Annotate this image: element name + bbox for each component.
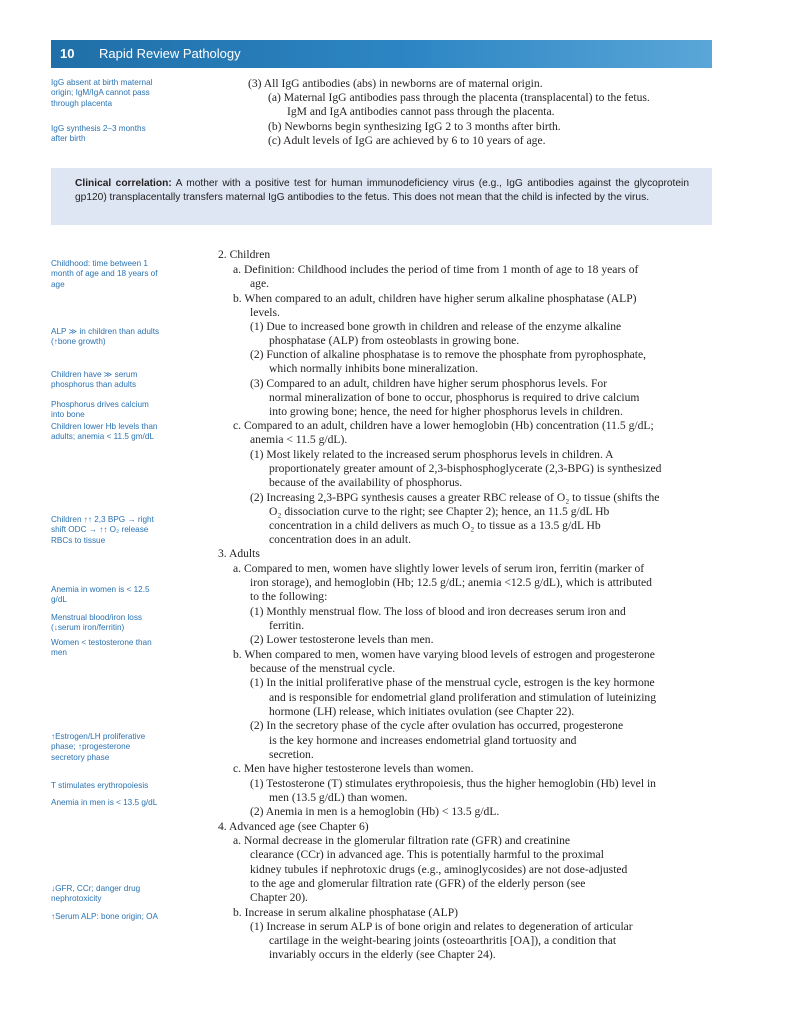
margin-note-text: IgG synthesis 2–3 months after birth	[51, 124, 146, 144]
text-line: invariably occurs in the elderly (see Chapter 24).	[269, 948, 496, 961]
text-line: cartilage in the weight-bearing joints (osteoarthritis [OA]), a condition that	[269, 934, 617, 947]
book-title: Rapid Review Pathology	[99, 46, 241, 61]
text-line: a. Compared to men, women have slightly lower levels of serum iron, ferritin (marker of	[233, 562, 645, 575]
clinical-correlation-body: A mother with a positive test for human immunodeficiency virus (e.g., IgG antibodies against the glycoprotein gp120) transplacentally transfers maternal IgG antibodies to the fetus. This does not mean that the child is infected by the virus.	[75, 178, 689, 203]
text-line: (b) Newborns begin synthesizing IgG 2 to 3 months after birth.	[268, 120, 561, 133]
margin-note-text: ↑Serum ALP: bone origin; OA	[51, 912, 158, 921]
text-line: phosphatase (ALP) from osteoblasts in growing bone.	[269, 334, 520, 347]
text-line: b. When compared to an adult, children have higher serum alkaline phosphatase (ALP)	[233, 292, 637, 305]
text-line: normal mineralization of bone to occur, phosphorus is required to drive calcium	[269, 391, 640, 404]
text-line: concentration does in an adult.	[269, 533, 411, 546]
text-line: c. Men have higher testosterone levels than women.	[233, 762, 474, 775]
text-line: concentration in a child delivers as much O₂ to tissue as a 13.5 g/dL Hb	[269, 519, 601, 532]
margin-note	[51, 259, 163, 290]
margin-note	[51, 613, 163, 634]
margin-note-text: ALP ≫ in children than adults (↑bone growth)	[51, 327, 160, 347]
clinical-correlation-box	[51, 168, 712, 225]
margin-note	[51, 370, 163, 391]
text-line: age.	[250, 277, 269, 290]
text-line: a. Definition: Childhood includes the period of time from 1 month of age to 18 years of	[233, 263, 639, 276]
text-line: anemia < 11.5 g/dL).	[250, 433, 348, 446]
margin-note	[51, 798, 163, 808]
margin-note-text: T stimulates erythropoiesis	[51, 781, 149, 790]
clinical-correlation-label: Clinical correlation:	[75, 178, 172, 189]
text-line: (1) Most likely related to the increased serum phosphorus levels in children. A	[250, 448, 614, 461]
text-line: a. Normal decrease in the glomerular filtration rate (GFR) and creatinine	[233, 834, 571, 847]
text-line: is the key hormone and increases endometrial gland tortuosity and	[269, 734, 577, 747]
margin-note-text: Menstrual blood/iron loss (↓serum iron/ferritin)	[51, 613, 143, 633]
text-line: because of the availability of phosphorus.	[269, 476, 463, 489]
margin-note-text: Phosphorus drives calcium into bone	[51, 400, 149, 420]
text-line: which normally inhibits bone mineralization.	[269, 362, 478, 375]
text-line: c. Compared to an adult, children have a lower hemoglobin (Hb) concentration (11.5 g/dL;	[233, 419, 654, 432]
margin-note	[51, 515, 163, 546]
text-line: (3) All IgG antibodies (abs) in newborns are of maternal origin.	[248, 77, 543, 90]
page-header	[51, 40, 712, 68]
text-line: (1) Testosterone (T) stimulates erythropoiesis, thus the higher hemoglobin (Hb) level in	[250, 777, 656, 790]
margin-note-text: Anemia in women is < 12.5 g/dL	[51, 585, 150, 605]
margin-note	[51, 124, 163, 145]
text-line: iron storage), and hemoglobin (Hb; 12.5 g/dL; anemia <12.5 g/dL), which is attributed	[250, 576, 652, 589]
margin-note	[51, 78, 163, 109]
margin-note-text: Childhood: time between 1 month of age and 18 years of age	[51, 259, 158, 289]
margin-note-text: Children lower Hb levels than adults; anemia < 11.5 gm/dL	[51, 422, 158, 442]
text-line: (2) Lower testosterone levels than men.	[250, 633, 434, 646]
margin-note-text: Children ↑↑ 2,3 BPG → right shift ODC → ↑↑ O₂ release RBCs to tissue	[51, 515, 154, 545]
margin-note-text: ↓GFR, CCr; danger drug nephrotoxicity	[51, 884, 141, 904]
text-line: 4. Advanced age (see Chapter 6)	[218, 820, 369, 833]
text-line: to the following:	[250, 590, 328, 603]
margin-note-text: IgG absent at birth maternal origin; IgM/IgA cannot pass through placenta	[51, 78, 153, 108]
text-line: 2. Children	[218, 248, 271, 261]
text-line: ferritin.	[269, 619, 305, 632]
text-line: (1) In the initial proliferative phase of the menstrual cycle, estrogen is the key hormone	[250, 676, 655, 689]
margin-note	[51, 400, 163, 421]
text-line: kidney tubules if nephrotoxic drugs (e.g., aminoglycosides) are not dose-adjusted	[250, 863, 628, 876]
margin-note	[51, 327, 163, 348]
margin-note	[51, 422, 163, 443]
text-line: because of the menstrual cycle.	[250, 662, 396, 675]
text-line: into growing bone; hence, the need for higher phosphorus levels in children.	[269, 405, 623, 418]
text-line: hormone (LH) release, which initiates ovulation (see Chapter 22).	[269, 705, 575, 718]
margin-note	[51, 585, 163, 606]
margin-note	[51, 732, 163, 763]
text-line: (1) Monthly menstrual flow. The loss of blood and iron decreases serum iron and	[250, 605, 626, 618]
margin-note-text: Women < testosterone than men	[51, 638, 152, 658]
page-number: 10	[60, 46, 75, 61]
clinical-correlation-text	[75, 177, 689, 204]
margin-note	[51, 638, 163, 659]
text-line: (2) Function of alkaline phosphatase is to remove the phosphate from pyrophosphate,	[250, 348, 647, 361]
text-line: (2) Increasing 2,3-BPG synthesis causes a greater RBC release of O₂ to tissue (shifts the	[250, 491, 660, 504]
text-line: (a) Maternal IgG antibodies pass through the placenta (transplacental) to the fetus.	[268, 91, 650, 104]
text-line: to the age and glomerular filtration rate (GFR) of the elderly person (see	[250, 877, 586, 890]
text-line: levels.	[250, 306, 280, 319]
text-line: (3) Compared to an adult, children have higher serum phosphorus levels. For	[250, 377, 608, 390]
margin-note	[51, 781, 163, 791]
text-line: IgM and IgA antibodies cannot pass through the placenta.	[287, 105, 555, 118]
text-line: b. Increase in serum alkaline phosphatase (ALP)	[233, 906, 459, 919]
text-line: Chapter 20).	[250, 891, 308, 904]
margin-note-text: Anemia in men is < 13.5 g/dL	[51, 798, 158, 807]
text-line: (2) In the secretory phase of the cycle after ovulation has occurred, progesterone	[250, 719, 624, 732]
margin-note	[51, 884, 163, 905]
text-line: proportionately greater amount of 2,3-bisphosphoglycerate (2,3-BPG) is synthesized	[269, 462, 662, 475]
margin-note-text: ↑Estrogen/LH proliferative phase; ↑progesterone secretory phase	[51, 732, 146, 762]
margin-note	[51, 912, 163, 922]
text-line: 3. Adults	[218, 547, 260, 560]
text-line: men (13.5 g/dL) than women.	[269, 791, 408, 804]
margin-note-text: Children have ≫ serum phosphorus than adults	[51, 370, 138, 390]
text-line: O₂ dissociation curve to the right; see Chapter 2); hence, an 11.5 g/dL Hb	[269, 505, 610, 518]
text-line: secretion.	[269, 748, 314, 761]
text-line: (1) Increase in serum ALP is of bone origin and relates to degeneration of articular	[250, 920, 633, 933]
text-line: and is responsible for endometrial gland proliferation and stimulation of luteinizing	[269, 691, 657, 704]
text-line: b. When compared to men, women have varying blood levels of estrogen and progesterone	[233, 648, 655, 661]
text-line: (2) Anemia in men is a hemoglobin (Hb) < 13.5 g/dL.	[250, 805, 500, 818]
text-line: clearance (CCr) in advanced age. This is potentially harmful to the proximal	[250, 848, 604, 861]
text-line: (1) Due to increased bone growth in children and release of the enzyme alkaline	[250, 320, 622, 333]
text-line: (c) Adult levels of IgG are achieved by 6 to 10 years of age.	[268, 134, 546, 147]
